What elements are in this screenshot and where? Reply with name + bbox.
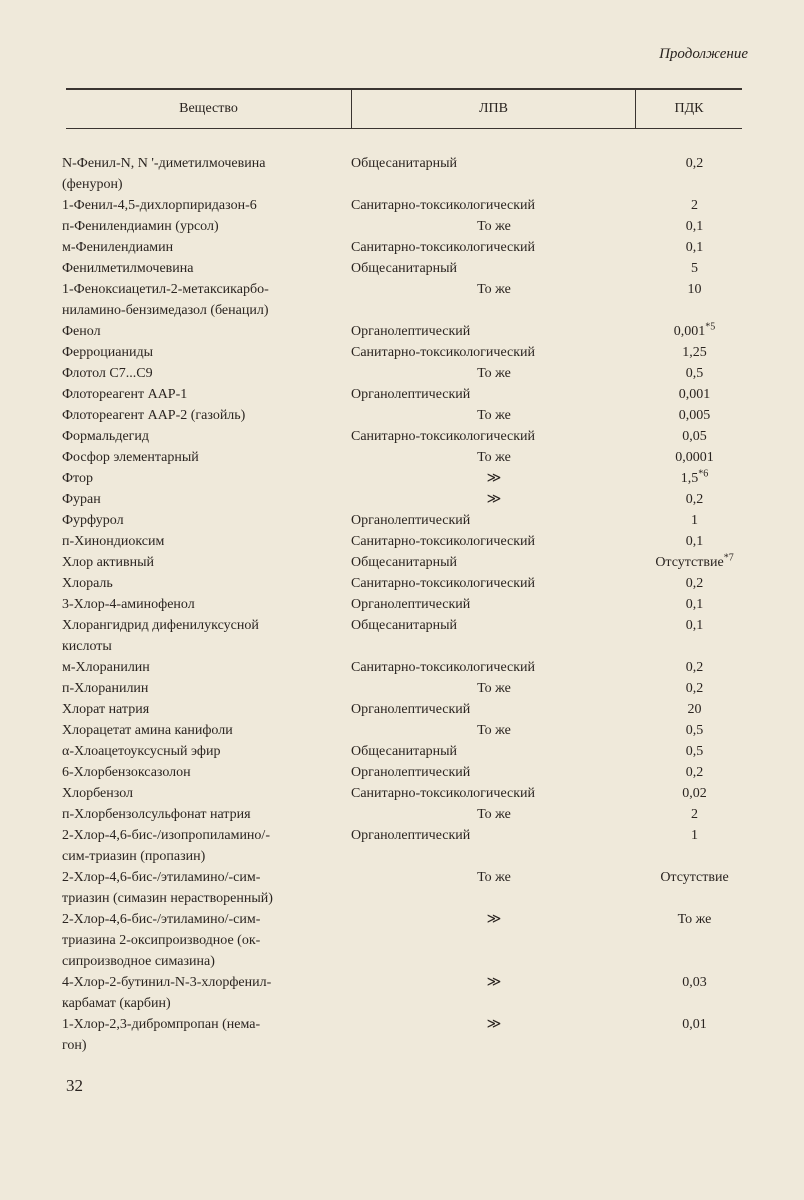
substance-cell: Флотореагент ААР-2 (газойль) bbox=[62, 408, 246, 423]
table-row bbox=[62, 573, 752, 594]
pdk-value: 0,001 bbox=[678, 387, 711, 402]
table-row bbox=[62, 930, 752, 951]
lpv-cell: ≫ bbox=[486, 975, 502, 990]
pdk-cell bbox=[637, 552, 752, 573]
pdk-value: 0,5 bbox=[685, 723, 704, 738]
pdk-value: 2 bbox=[691, 807, 698, 822]
lpv-cell bbox=[347, 951, 637, 972]
substance-cell: сипроизводное симазина) bbox=[62, 954, 215, 969]
substance-cell: N-Фенил-N, N '-диметилмочевина bbox=[62, 156, 266, 171]
lpv-cell: Санитарно-токсикологический bbox=[351, 660, 536, 675]
substance-cell: Фтор bbox=[62, 471, 93, 486]
substance-cell: 2-Хлор-4,6-бис-/этиламино/-сим- bbox=[62, 912, 261, 927]
substance-cell: м-Хлоранилин bbox=[62, 660, 150, 675]
pdk-cell bbox=[637, 636, 752, 657]
table-row bbox=[62, 468, 752, 489]
table-row bbox=[62, 678, 752, 699]
substance-cell: м-Фенилендиамин bbox=[62, 240, 174, 255]
substance-cell: Хлорбензол bbox=[62, 786, 133, 801]
lpv-cell: Органолептический bbox=[351, 597, 471, 612]
substance-cell: п-Хлоранилин bbox=[62, 681, 149, 696]
pdk-cell bbox=[637, 867, 752, 888]
lpv-cell bbox=[347, 846, 637, 867]
table-row bbox=[62, 321, 752, 342]
substance-cell: 4-Хлор-2-бутинил-N-3-хлорфенил- bbox=[62, 975, 272, 990]
pdk-value: 10 bbox=[687, 282, 702, 297]
substance-cell: ниламино-бензимедазол (бенацил) bbox=[62, 303, 269, 318]
pdk-cell bbox=[637, 405, 752, 426]
table-row bbox=[62, 174, 752, 195]
pdk-value: 2 bbox=[691, 198, 698, 213]
pdk-cell bbox=[637, 342, 752, 363]
lpv-cell: Органолептический bbox=[351, 513, 471, 528]
lpv-cell: Общесанитарный bbox=[351, 261, 458, 276]
pdk-value: 20 bbox=[687, 702, 702, 717]
pdk-cell bbox=[637, 216, 752, 237]
substance-cell: α-Хлоацетоуксусный эфир bbox=[62, 744, 221, 759]
continuation-label: Продолжение bbox=[659, 46, 748, 62]
table-row bbox=[62, 195, 752, 216]
lpv-cell bbox=[347, 993, 637, 1014]
pdk-value: 0,01 bbox=[682, 1017, 707, 1032]
table-row bbox=[62, 888, 752, 909]
pdk-cell bbox=[637, 321, 752, 342]
table-row bbox=[62, 531, 752, 552]
table-row bbox=[62, 426, 752, 447]
substance-cell: 6-Хлорбензоксазолон bbox=[62, 765, 191, 780]
pdk-cell bbox=[637, 720, 752, 741]
lpv-cell: То же bbox=[477, 870, 511, 885]
lpv-cell: Общесанитарный bbox=[351, 744, 458, 759]
substance-cell: Хлорацетат амина канифоли bbox=[62, 723, 233, 738]
pdk-value: 0,1 bbox=[685, 219, 704, 234]
substance-cell: сим-триазин (пропазин) bbox=[62, 849, 206, 864]
pdk-cell bbox=[637, 1014, 752, 1035]
table-row bbox=[62, 552, 752, 573]
table-row bbox=[62, 972, 752, 993]
pdk-value: 0,0001 bbox=[675, 450, 714, 465]
table-row bbox=[62, 1035, 752, 1056]
footnote-mark: *6 bbox=[698, 468, 709, 480]
lpv-cell: Органолептический bbox=[351, 324, 471, 339]
table-body bbox=[62, 153, 752, 1056]
lpv-cell: Органолептический bbox=[351, 828, 471, 843]
pdk-value: 1 bbox=[691, 513, 698, 528]
pdk-cell bbox=[637, 804, 752, 825]
pdk-value: 0,2 bbox=[685, 576, 704, 591]
substance-cell: Хлорангидрид дифенилуксусной bbox=[62, 618, 259, 633]
pdk-value: 0,2 bbox=[685, 660, 704, 675]
table-row bbox=[62, 342, 752, 363]
pdk-value: 0,2 bbox=[685, 765, 704, 780]
lpv-cell: То же bbox=[477, 366, 511, 381]
lpv-cell: Общесанитарный bbox=[351, 156, 458, 171]
pdk-cell bbox=[637, 384, 752, 405]
lpv-cell: ≫ bbox=[486, 912, 502, 927]
lpv-cell: То же bbox=[477, 681, 511, 696]
pdk-value: Отсутствие bbox=[660, 870, 729, 885]
pdk-value: 0,03 bbox=[682, 975, 707, 990]
pdk-cell bbox=[637, 888, 752, 909]
table-row bbox=[62, 153, 752, 174]
substance-cell: Флотореагент ААР-1 bbox=[62, 387, 188, 402]
pdk-value: 0,5 bbox=[685, 744, 704, 759]
substance-cell: 2-Хлор-4,6-бис-/изопропиламино/- bbox=[62, 828, 270, 843]
table-row bbox=[62, 363, 752, 384]
substance-cell: кислоты bbox=[62, 639, 112, 654]
table-row bbox=[62, 951, 752, 972]
substance-cell: Хлор активный bbox=[62, 555, 155, 570]
pdk-cell bbox=[637, 237, 752, 258]
table-row bbox=[62, 615, 752, 636]
substance-cell: Хлорат натрия bbox=[62, 702, 150, 717]
pdk-value: 0,05 bbox=[682, 429, 707, 444]
pdk-value: 0,005 bbox=[678, 408, 711, 423]
table-row bbox=[62, 258, 752, 279]
lpv-cell bbox=[347, 930, 637, 951]
substance-cell: п-Хлорбензолсульфонат натрия bbox=[62, 807, 251, 822]
pdk-value: 0,001 bbox=[673, 324, 706, 339]
table-row bbox=[62, 762, 752, 783]
substance-cell: 1-Феноксиацетил-2-метаксикарбо- bbox=[62, 282, 269, 297]
pdk-value: 1 bbox=[691, 828, 698, 843]
substance-cell: Фенилметилмочевина bbox=[62, 261, 194, 276]
lpv-cell: Санитарно-токсикологический bbox=[351, 429, 536, 444]
substance-cell: 3-Хлор-4-аминофенол bbox=[62, 597, 195, 612]
substance-cell: Фосфор элементарный bbox=[62, 450, 199, 465]
pdk-cell bbox=[637, 153, 752, 174]
pdk-value: 0,1 bbox=[685, 534, 704, 549]
table-header bbox=[66, 88, 742, 129]
pdk-cell bbox=[637, 573, 752, 594]
lpv-cell: То же bbox=[477, 282, 511, 297]
pdk-value: 0,2 bbox=[685, 681, 704, 696]
pdk-cell bbox=[637, 741, 752, 762]
pdk-cell bbox=[637, 174, 752, 195]
table-row bbox=[62, 300, 752, 321]
pdk-value: 0,1 bbox=[685, 618, 704, 633]
pdk-cell bbox=[637, 195, 752, 216]
table-row bbox=[62, 279, 752, 300]
table-row bbox=[62, 909, 752, 930]
table-row bbox=[62, 216, 752, 237]
pdk-cell bbox=[637, 972, 752, 993]
table-row bbox=[62, 237, 752, 258]
lpv-cell: Органолептический bbox=[351, 765, 471, 780]
substance-cell: Фенол bbox=[62, 324, 101, 339]
table-row bbox=[62, 594, 752, 615]
pdk-cell bbox=[637, 762, 752, 783]
substance-cell: 1-Хлор-2,3-дибромпропан (нема- bbox=[62, 1017, 261, 1032]
pdk-cell bbox=[637, 846, 752, 867]
pdk-cell bbox=[637, 363, 752, 384]
lpv-cell: Органолептический bbox=[351, 702, 471, 717]
pdk-cell bbox=[637, 279, 752, 300]
lpv-cell: Санитарно-токсикологический bbox=[351, 240, 536, 255]
pdk-cell bbox=[637, 447, 752, 468]
lpv-cell bbox=[347, 1035, 637, 1056]
table-row bbox=[62, 636, 752, 657]
pdk-cell bbox=[637, 510, 752, 531]
pdk-value: 5 bbox=[691, 261, 698, 276]
lpv-cell: То же bbox=[477, 219, 511, 234]
pdk-value: 0,2 bbox=[685, 492, 704, 507]
substance-cell: Формальдегид bbox=[62, 429, 150, 444]
header-substance: Вещество bbox=[179, 101, 238, 116]
pdk-cell bbox=[637, 825, 752, 846]
lpv-cell: Санитарно-токсикологический bbox=[351, 345, 536, 360]
lpv-cell bbox=[347, 300, 637, 321]
pdk-cell bbox=[637, 468, 752, 489]
pdk-cell bbox=[637, 993, 752, 1014]
pdk-value: 0,5 bbox=[685, 366, 704, 381]
lpv-cell bbox=[347, 174, 637, 195]
pdk-cell bbox=[637, 531, 752, 552]
pdk-cell bbox=[637, 930, 752, 951]
substance-cell: карбамат (карбин) bbox=[62, 996, 171, 1011]
pdk-cell bbox=[637, 615, 752, 636]
footnote-mark: *5 bbox=[705, 321, 716, 333]
pdk-value: 1,5 bbox=[680, 471, 699, 486]
lpv-cell: ≫ bbox=[486, 492, 502, 507]
pdk-cell bbox=[637, 426, 752, 447]
pdk-cell bbox=[637, 678, 752, 699]
lpv-cell: ≫ bbox=[486, 471, 502, 486]
pdk-value: То же bbox=[677, 912, 712, 927]
table-row bbox=[62, 804, 752, 825]
table-row bbox=[62, 405, 752, 426]
table-row bbox=[62, 741, 752, 762]
substance-cell: п-Хинондиоксим bbox=[62, 534, 165, 549]
substance-cell: Фуран bbox=[62, 492, 101, 507]
lpv-cell: Санитарно-токсикологический bbox=[351, 198, 536, 213]
table-row bbox=[62, 993, 752, 1014]
table-row bbox=[62, 699, 752, 720]
footnote-mark: *7 bbox=[723, 552, 734, 564]
substance-cell: 2-Хлор-4,6-бис-/этиламино/-сим- bbox=[62, 870, 261, 885]
lpv-cell: То же bbox=[477, 723, 511, 738]
lpv-cell: Санитарно-токсикологический bbox=[351, 786, 536, 801]
pdk-cell bbox=[637, 300, 752, 321]
table-row bbox=[62, 510, 752, 531]
pdk-cell bbox=[637, 657, 752, 678]
header-lpv: ЛПВ bbox=[351, 90, 635, 128]
table-row bbox=[62, 384, 752, 405]
table-row bbox=[62, 867, 752, 888]
table-row bbox=[62, 447, 752, 468]
table-row bbox=[62, 825, 752, 846]
lpv-cell: То же bbox=[477, 450, 511, 465]
header-pdk: ПДК bbox=[635, 90, 742, 128]
substance-cell: (фенурон) bbox=[62, 177, 123, 192]
table-row bbox=[62, 720, 752, 741]
substance-cell: Флотол C7...C9 bbox=[62, 366, 153, 381]
substance-cell: Фурфурол bbox=[62, 513, 124, 528]
table-row bbox=[62, 846, 752, 867]
lpv-cell bbox=[347, 888, 637, 909]
substance-cell: 1-Фенил-4,5-дихлорпиридазон-6 bbox=[62, 198, 257, 213]
pdk-cell bbox=[637, 594, 752, 615]
lpv-cell: То же bbox=[477, 807, 511, 822]
pdk-cell bbox=[637, 783, 752, 804]
pdk-value: 1,25 bbox=[682, 345, 707, 360]
substance-cell: Ферроцианиды bbox=[62, 345, 153, 360]
pdk-cell bbox=[637, 489, 752, 510]
lpv-cell: Общесанитарный bbox=[351, 618, 458, 633]
lpv-cell: Санитарно-токсикологический bbox=[351, 534, 536, 549]
pdk-value: 0,02 bbox=[682, 786, 707, 801]
pdk-cell bbox=[637, 1035, 752, 1056]
pdk-cell bbox=[637, 909, 752, 930]
table-row bbox=[62, 657, 752, 678]
table-row bbox=[62, 489, 752, 510]
table-row bbox=[62, 1014, 752, 1035]
pdk-cell bbox=[637, 258, 752, 279]
table-row bbox=[62, 783, 752, 804]
pdk-cell bbox=[637, 951, 752, 972]
pdk-value: Отсутствие bbox=[655, 555, 724, 570]
substance-cell: п-Фенилендиамин (урсол) bbox=[62, 219, 219, 234]
lpv-cell: Органолептический bbox=[351, 387, 471, 402]
substance-cell: триазина 2-оксипроизводное (ок- bbox=[62, 933, 261, 948]
substance-cell: триазин (симазин нерастворенный) bbox=[62, 891, 273, 906]
page-number: 32 bbox=[66, 1076, 83, 1095]
lpv-cell: ≫ bbox=[486, 1017, 502, 1032]
substance-cell: Хлораль bbox=[62, 576, 113, 591]
lpv-cell: То же bbox=[477, 408, 511, 423]
lpv-cell bbox=[347, 636, 637, 657]
substance-cell: гон) bbox=[62, 1038, 87, 1053]
pdk-value: 0,2 bbox=[685, 156, 704, 171]
pdk-cell bbox=[637, 699, 752, 720]
pdk-value: 0,1 bbox=[685, 597, 704, 612]
pdk-value: 0,1 bbox=[685, 240, 704, 255]
lpv-cell: Санитарно-токсикологический bbox=[351, 576, 536, 591]
lpv-cell: Общесанитарный bbox=[351, 555, 458, 570]
